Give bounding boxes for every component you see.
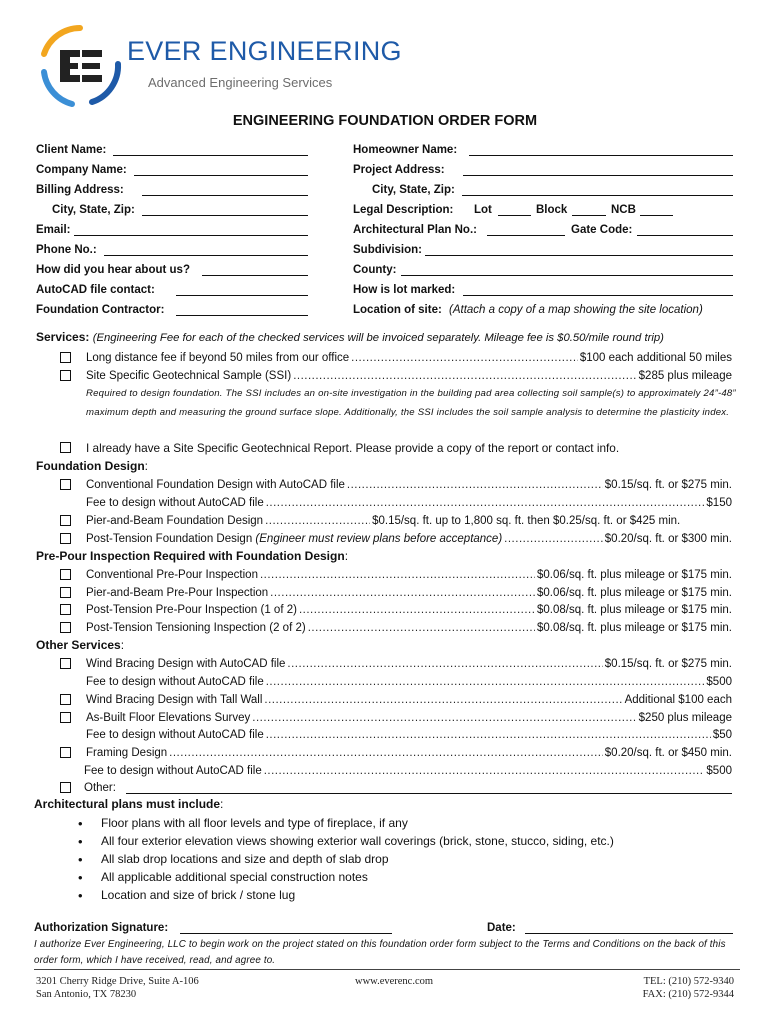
pre-pour-price: $0.08/sq. ft. plus mileage or $175 min. bbox=[537, 604, 732, 616]
other-service-checkbox[interactable] bbox=[60, 782, 71, 793]
billing-address-field[interactable] bbox=[36, 182, 308, 198]
other-service-price: Additional $100 each bbox=[624, 694, 732, 706]
service-label: Site Specific Geotechnical Sample (SSI) bbox=[86, 370, 292, 382]
other-service-row bbox=[84, 763, 732, 779]
client-name-field[interactable] bbox=[36, 142, 308, 158]
company-name-field[interactable] bbox=[36, 162, 308, 178]
service-label: Long distance fee if beyond 50 miles from our office bbox=[86, 352, 350, 364]
referral-source-field[interactable] bbox=[36, 262, 308, 278]
other-service-row bbox=[86, 727, 732, 743]
other-service-price: $0.20/sq. ft. or $450 min. bbox=[604, 747, 732, 759]
ssi-checkbox[interactable] bbox=[60, 370, 71, 381]
other-label: Other: bbox=[84, 782, 116, 794]
pre-pour-row bbox=[86, 585, 732, 601]
footer-address-line2: San Antonio, TX 78230 bbox=[36, 989, 137, 1000]
other-service-label: Fee to design without AutoCAD file bbox=[86, 729, 264, 741]
subdivision-field[interactable] bbox=[353, 242, 733, 258]
form-title: ENGINEERING FOUNDATION ORDER FORM bbox=[232, 113, 538, 129]
foundation-label: Conventional Foundation Design with AutoCAD file bbox=[86, 479, 345, 491]
pre-pour-row bbox=[86, 620, 732, 636]
other-service-price: $0.15/sq. ft. or $275 min. bbox=[604, 658, 732, 670]
pre-pour-price: $0.08/sq. ft. plus mileage or $175 min. bbox=[537, 622, 732, 634]
lot-marked-label: How is lot marked: bbox=[353, 284, 456, 296]
other-service-price: $500 bbox=[706, 676, 732, 688]
arch-plan-bullet: • Floor plans with all floor levels and type of fireplace, if any bbox=[101, 815, 408, 832]
other-service-price: $50 bbox=[712, 729, 732, 741]
pre-pour-price: $0.06/sq. ft. plus mileage or $175 min. bbox=[537, 569, 732, 581]
arch-plan-number-label: Architectural Plan No.: bbox=[353, 224, 477, 236]
arch-plan-number-field[interactable] bbox=[353, 222, 733, 238]
foundation-price: $150 bbox=[706, 497, 732, 509]
arch-plan-bullet: • All slab drop locations and size and depth of slab drop bbox=[101, 851, 389, 868]
other-services-heading: Other Services: bbox=[36, 638, 125, 652]
foundation-label-note: (Engineer must review plans before acceptance) bbox=[255, 533, 503, 545]
pre-pour-label: Pier-and-Beam Pre-Pour Inspection bbox=[86, 587, 269, 599]
billing-address-label: Billing Address: bbox=[36, 184, 124, 196]
arch-plan-bullet: • All applicable additional special construction notes bbox=[101, 869, 368, 886]
footer-divider bbox=[34, 969, 740, 970]
billing-city-state-zip-label: City, State, Zip: bbox=[52, 204, 135, 216]
project-address-label: Project Address: bbox=[353, 164, 445, 176]
footer-fax: FAX: (210) 572-9344 bbox=[642, 989, 734, 1000]
post-tension-pre-pour-checkbox[interactable] bbox=[60, 604, 71, 615]
service-price: $100 each additional 50 miles bbox=[579, 352, 732, 364]
foundation-label: Fee to design without AutoCAD file bbox=[86, 497, 264, 509]
foundation-price: $0.20/sq. ft. or $300 min. bbox=[604, 533, 732, 545]
footer-address-line1: 3201 Cherry Ridge Drive, Suite A-106 bbox=[36, 976, 199, 987]
foundation-row bbox=[86, 531, 732, 547]
project-address-field[interactable] bbox=[353, 162, 733, 178]
company-logo-icon bbox=[38, 24, 122, 108]
foundation-design-heading: Foundation Design: bbox=[36, 459, 148, 473]
homeowner-name-field[interactable] bbox=[353, 142, 733, 158]
billing-city-state-zip-field[interactable] bbox=[52, 202, 308, 218]
lot-label: Lot bbox=[474, 204, 492, 216]
autocad-contact-label: AutoCAD file contact: bbox=[36, 284, 155, 296]
county-field[interactable] bbox=[353, 262, 733, 278]
services-heading: Services: (Engineering Fee for each of the checked services will be invoiced separately. Mileage fee is $0.50/mile round trip) bbox=[36, 330, 664, 344]
foundation-label: Pier-and-Beam Foundation Design bbox=[86, 515, 264, 527]
other-service-row bbox=[86, 674, 732, 690]
tall-wall-checkbox[interactable] bbox=[60, 694, 71, 705]
other-service-label: Framing Design bbox=[86, 747, 168, 759]
pre-pour-heading: Pre-Pour Inspection Required with Foundation Design: bbox=[36, 549, 349, 563]
signature-field[interactable] bbox=[34, 920, 394, 936]
footer-telephone: TEL: (210) 572-9340 bbox=[643, 976, 734, 987]
tensioning-inspection-checkbox[interactable] bbox=[60, 622, 71, 633]
other-service-label: Wind Bracing Design with AutoCAD file bbox=[86, 658, 286, 670]
service-row bbox=[86, 350, 732, 366]
foundation-row bbox=[86, 495, 732, 511]
client-name-label: Client Name: bbox=[36, 144, 107, 156]
ssi-description: Required to design foundation. The SSI includes an on-site investigation in the building pad area collecting soil sample(s) to approximately 24”-48” maximum depth and measuring the ground surface slope. Additionally, the SSI includes the soil sample analysis to determine the plasticity index. bbox=[86, 388, 736, 418]
pre-pour-label: Conventional Pre-Pour Inspection bbox=[86, 569, 258, 581]
foundation-label: Post-Tension Foundation Design bbox=[86, 533, 253, 545]
pre-pour-label: Post-Tension Pre-Pour Inspection (1 of 2) bbox=[86, 604, 297, 616]
other-service-row bbox=[86, 656, 732, 672]
project-city-state-zip-label: City, State, Zip: bbox=[372, 184, 455, 196]
footer-website[interactable]: www.everenc.com bbox=[355, 976, 434, 987]
block-label: Block bbox=[536, 204, 568, 216]
services-note: (Engineering Fee for each of the checked services will be invoiced separately. Mileage fee is $0.50/mile round trip) bbox=[92, 332, 664, 344]
service-row bbox=[86, 368, 732, 384]
foundation-row bbox=[86, 477, 732, 493]
pre-pour-row bbox=[86, 602, 732, 618]
date-field[interactable] bbox=[487, 920, 733, 936]
foundation-price: $0.15/sq. ft. or $275 min. bbox=[604, 479, 732, 491]
gate-code-label: Gate Code: bbox=[571, 224, 633, 236]
foundation-contractor-field[interactable] bbox=[36, 302, 308, 318]
date-label: Date: bbox=[487, 922, 516, 934]
other-service-row bbox=[86, 692, 732, 708]
county-label: County: bbox=[353, 264, 397, 276]
email-label: Email: bbox=[36, 224, 71, 236]
arch-plan-bullet: • Location and size of brick / stone lug bbox=[101, 887, 295, 904]
site-location-label: Location of site: bbox=[353, 304, 442, 316]
foundation-contractor-label: Foundation Contractor: bbox=[36, 304, 165, 316]
company-name-label: Company Name: bbox=[36, 164, 127, 176]
company-tagline: Advanced Engineering Services bbox=[148, 75, 333, 90]
geotech-report-label: I already have a Site Specific Geotechnical Report. Please provide a copy of the report or contact info. bbox=[86, 441, 620, 455]
site-location-field bbox=[353, 302, 733, 318]
other-service-label: Fee to design without AutoCAD file bbox=[86, 676, 264, 688]
company-name: EVER ENGINEERING bbox=[127, 36, 402, 66]
other-service-row bbox=[86, 745, 732, 761]
pre-pour-price: $0.06/sq. ft. plus mileage or $175 min. bbox=[537, 587, 732, 599]
ncb-label: NCB bbox=[611, 204, 636, 216]
arch-plan-bullet: • All four exterior elevation views showing exterior wall coverings (brick, stone, stucco, siding, etc.) bbox=[101, 833, 614, 850]
post-tension-design-checkbox[interactable] bbox=[60, 533, 71, 544]
other-service-field[interactable] bbox=[84, 780, 732, 796]
pre-pour-row bbox=[86, 567, 732, 583]
signature-label: Authorization Signature: bbox=[34, 922, 169, 934]
arch-plans-heading: Architectural plans must include: bbox=[34, 797, 224, 811]
email-field[interactable] bbox=[36, 222, 308, 238]
phone-label: Phone No.: bbox=[36, 244, 97, 256]
other-service-price: $500 bbox=[706, 765, 732, 777]
other-service-label: Fee to design without AutoCAD file bbox=[84, 765, 262, 777]
autocad-contact-field[interactable] bbox=[36, 282, 308, 298]
other-service-label: Wind Bracing Design with Tall Wall bbox=[86, 694, 263, 706]
project-city-state-zip-field[interactable] bbox=[372, 182, 733, 198]
other-service-label: As-Built Floor Elevations Survey bbox=[86, 712, 251, 724]
conventional-design-checkbox[interactable] bbox=[60, 479, 71, 490]
as-built-survey-checkbox[interactable] bbox=[60, 712, 71, 723]
authorization-statement: I authorize Ever Engineering, LLC to begin work on the project stated on this foundation order form subject to the Terms and Conditions on the back of this order form, which I have received, read, and agree to. bbox=[34, 939, 726, 966]
pre-pour-label: Post-Tension Tensioning Inspection (2 of 2) bbox=[86, 622, 306, 634]
legal-description-field[interactable] bbox=[353, 202, 733, 218]
framing-design-checkbox[interactable] bbox=[60, 747, 71, 758]
other-service-price: $250 plus mileage bbox=[638, 712, 732, 724]
pier-beam-pre-pour-checkbox[interactable] bbox=[60, 587, 71, 598]
subdivision-label: Subdivision: bbox=[353, 244, 422, 256]
wind-bracing-checkbox[interactable] bbox=[60, 658, 71, 669]
foundation-row bbox=[86, 513, 732, 529]
foundation-price: $0.15/sq. ft. up to 1,800 sq. ft. then $0.25/sq. ft. or $425 min. bbox=[372, 515, 681, 527]
site-location-note: (Attach a copy of a map showing the site location) bbox=[449, 304, 703, 316]
lot-marked-field[interactable] bbox=[353, 282, 733, 298]
pier-beam-design-checkbox[interactable] bbox=[60, 515, 71, 526]
referral-source-label: How did you hear about us? bbox=[36, 264, 190, 276]
homeowner-name-label: Homeowner Name: bbox=[353, 144, 458, 156]
legal-description-label: Legal Description: bbox=[353, 204, 454, 216]
service-price: $285 plus mileage bbox=[638, 370, 732, 382]
geotech-report-checkbox[interactable] bbox=[60, 442, 71, 453]
long-distance-checkbox[interactable] bbox=[60, 352, 71, 363]
phone-field[interactable] bbox=[36, 242, 308, 258]
other-service-row bbox=[86, 710, 732, 726]
conventional-pre-pour-checkbox[interactable] bbox=[60, 569, 71, 580]
